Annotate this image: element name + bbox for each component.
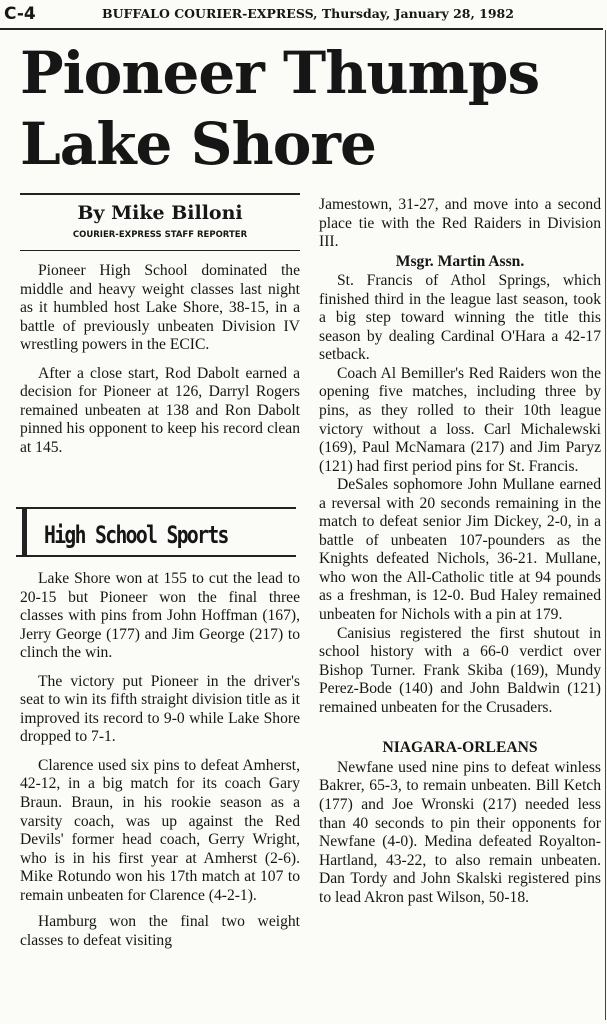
subhead: Msgr. Martin Assn.	[395, 252, 525, 270]
article-column-left-bottom	[20, 570, 300, 950]
paragraph: Lake Shore won at 155 to cut the lead to 20-15 but Pioneer won the final three classes with pins from John Hoffman (167), Jerry George (177) and Jim George (217) to clinch the win.	[20, 570, 300, 662]
byline	[20, 200, 300, 240]
byline-title: COURIER-EXPRESS STAFF REPORTER	[72, 230, 248, 240]
headline: Pioneer Thumps Lake Shore	[20, 39, 540, 178]
paragraph: DeSales sophomore John Mullane earned a reversal with 20 seconds remaining in the match to defeat senior Jim Dickey, 2-0, in a battle of unbeaten 107-pounders as the Knights defeated Nichols, 36-21. Mullane, who won the All-Catholic title at 94 pounds as a freshman, is 12-0. Bud Haley remained unbeaten for Nichols with a pin at 179.	[319, 476, 601, 624]
page-number: C-4	[4, 4, 36, 24]
byline-top-rule	[20, 193, 300, 195]
paragraph: Canisius registered the first shutout in school history with a 66-0 verdict over Bishop Turner. Frank Skiba (169), Mundy Perez-Bode (140) and John Baldwin (121) remained unbeaten for the Crusaders.	[319, 624, 601, 716]
paragraph: Jamestown, 31-27, and move into a second place tie with the Red Raiders in Division III.	[319, 196, 601, 251]
article-column-right	[319, 196, 601, 907]
byline-bottom-rule	[20, 250, 300, 251]
page-folio	[4, 4, 604, 26]
paragraph: The victory put Pioneer in the driver's seat to win its fifth straight division title as it improved its record to 9-0 while Lake Shore dropped to 7-1.	[20, 672, 300, 746]
paragraph: St. Francis of Athol Springs, which finished third in the league last season, took a big step toward winning the title this season by dealing Cardinal O'Hara a 42-17 setback.	[319, 272, 601, 364]
byline-name: By Mike Billoni	[77, 202, 243, 224]
section-label: High School Sports	[44, 521, 228, 549]
paragraph: Coach Al Bemiller's Red Raiders won the opening five matches, including three by pins, as they rolled to their 10th league victory without a loss. Carl Michalewski (169), Paul McNamara (217) and Jim Paryz (121) had first period pins for St. Francis.	[319, 364, 601, 475]
section-label-box	[16, 507, 296, 559]
paragraph: Newfane used nine pins to defeat winless Bakrer, 65-3, to remain unbeaten. Bill Ketch (177) and Joe Wronski (217) needed less than 40 seconds to pin their opponents for Newfane (4-0). Medina defeated Royalton-Hartland, 43-22, to also remain unbeaten. Dan Tordy and John Skalski registered pins to lead Akron past Wilson, 50-18.	[319, 758, 601, 906]
paragraph: Pioneer High School dominated the middle and heavy weight classes last night as it humbled host Lake Shore, 38-15, in a battle of previously unbeaten Division IV wrestling powers in the ECIC.	[20, 262, 300, 354]
article-column-left-top	[20, 262, 300, 457]
folio-line: BUFFALO COURIER-EXPRESS, Thursday, January 28, 1982	[102, 6, 514, 21]
subhead: NIAGARA-ORLEANS	[382, 739, 538, 757]
paragraph: Clarence used six pins to defeat Amherst, 42-12, in a big match for its coach Gary Braun. Braun, in his rookie season as a varsity coach, was up against the Red Devils' former head coach, Gerry Wright, who is in his first year at Amherst (2-6). Mike Rotundo won his 17th match at 107 to remain unbeaten for Clarence (4-2-1).	[20, 756, 300, 904]
paragraph: After a close start, Rod Dabolt earned a decision for Pioneer at 126, Darryl Rogers remained unbeaten at 138 and Ron Dabolt pinned his opponent to keep his record clean at 145.	[20, 364, 300, 456]
paragraph: Hamburg won the final two weight classes to defeat visiting	[20, 913, 300, 949]
column-rule	[605, 30, 606, 1020]
folio-rule	[0, 28, 603, 30]
